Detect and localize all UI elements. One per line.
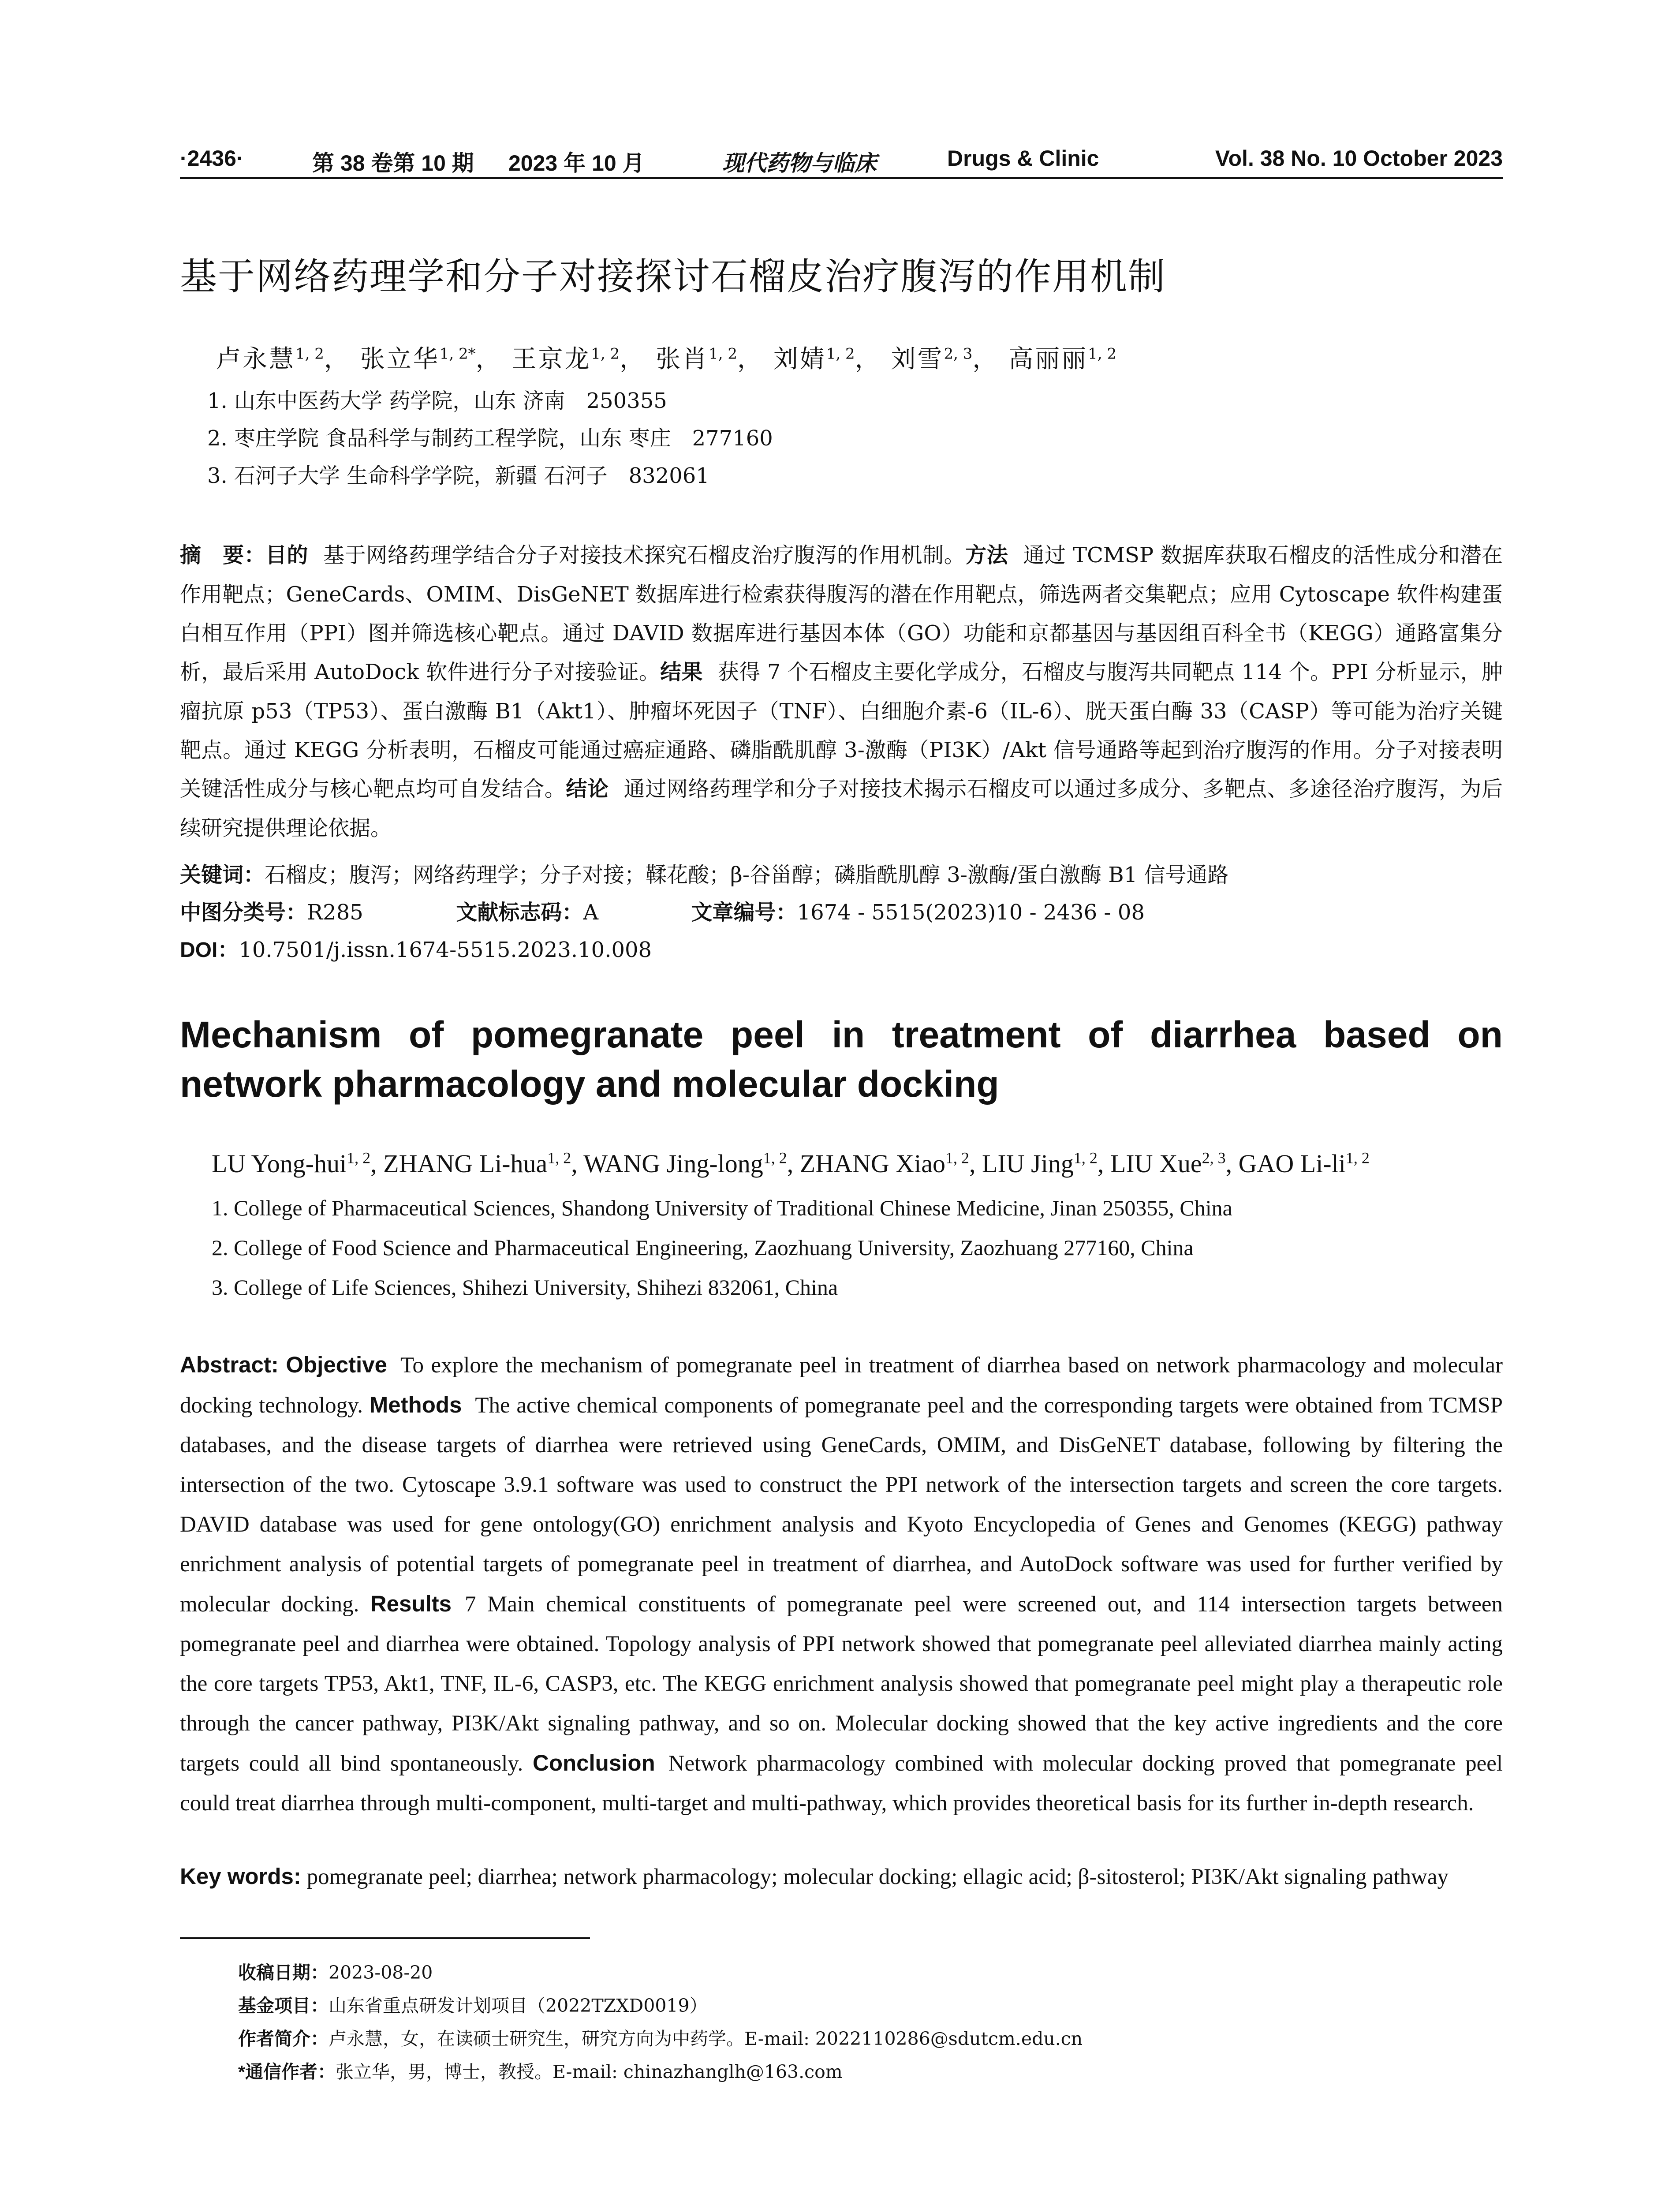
conclusion-text-cn: 通过网络药理学和分子对接技术揭示石榴皮可以通过多成分、多靶点、多途径治疗腹泻，为后续研究提供理论依据。 (180, 777, 1503, 841)
footnote-corresponding-author: *通信作者：张立华，男，博士，教授。E-mail: chinazhanglh@163.com (238, 2061, 843, 2082)
article-no-label: 文章编号： (691, 901, 797, 924)
date-cn: 2023 年 10 月 (508, 151, 645, 176)
journal-name-en: Drugs & Clinic (947, 146, 1099, 171)
results-label-en: Results (370, 1591, 452, 1616)
author-cn: 刘雪$^{2, 3}$， (891, 345, 999, 374)
affiliation-cn: 2. 枣庄学院 食品科学与制药工程学院，山东 枣庄 277160 (207, 426, 773, 451)
doc-code-label: 文献标志码： (456, 901, 583, 924)
conclusion-label-cn: 结论 (566, 777, 609, 801)
footnote-funding: 基金项目：山东省重点研发计划项目（2022TZXD0019） (238, 1995, 708, 2016)
volume-issue-cn: 第 38 卷第 10 期 (312, 151, 474, 176)
abstract-en (180, 1345, 1503, 1823)
clc-label: 中图分类号： (180, 901, 307, 924)
affiliation-cn: 1. 山东中医药大学 药学院，山东 济南 250355 (207, 389, 667, 413)
results-text-cn: 获得 7 个石榴皮主要化学成分，石榴皮与腹泻共同靶点 114 个。PPI 分析显示，肿瘤抗原 p53（TP53）、蛋白激酶 B1（Akt1）、肿瘤坏死因子（TNF）、白细胞介素-6（IL-6）、胱天蛋白酶 33（CASP）等可能为治疗关键靶点。通过 KEGG 分析表明，石榴皮可能通过癌症通路、磷脂酰肌醇 3-激酶（PI3K）/Akt 信号通路等起到治疗腹泻的作用。分子对接表明关键活性成分与核心靶点均可自发结合。 (180, 660, 1503, 801)
affiliation-en: 3. College of Life Sciences, Shihezi University, Shihezi 832061, China (212, 1275, 838, 1300)
journal-name-cn: 现代药物与临床 (722, 150, 877, 176)
methods-text-en: The active chemical components of pomegranate peel and the corresponding targets were obtained from TCMSP databases, and the disease targets of diarrhea were retrieved using GeneCards, OMIM, and DisGeNET database, following by filtering the intersection of the two. Cytoscape 3.9.1 software was used to construct the PPI network of the intersection targets and screen the core targets. DAVID database was used for gene ontology(GO) enrichment analysis and Kyoto Encyclopedia of Genes and Genomes (KEGG) pathway enrichment analysis of potential targets of pomegranate peel in treatment of diarrhea, and AutoDock software was used for further verified by molecular docking. (180, 1393, 1503, 1617)
keywords-en (180, 1863, 1503, 1890)
author-cn: 王京龙$^{1, 2}$， (511, 345, 646, 374)
author-list-en (212, 1149, 1370, 1178)
objective-text-cn: 基于网络药理学结合分子对接技术探究石榴皮治疗腹泻的作用机制。 (323, 543, 966, 568)
keywords-text-cn: 石榴皮；腹泻；网络药理学；分子对接；鞣花酸；β-谷甾醇；磷脂酰肌醇 3-激酶/蛋白激酶 B1 信号通路 (265, 863, 1229, 887)
doi-line (180, 933, 652, 963)
keywords-label-en: Key words: (180, 1864, 301, 1889)
footnote-rule (180, 1937, 590, 1939)
author-en: LIU Xue$^{2, 3}$, (1110, 1149, 1239, 1178)
conclusion-text-en: Network pharmacology combined with molecular docking proved that pomegranate peel could treat diarrhea through multi-component, multi-target and multi-pathway, which provides theoretical basis for its further in-depth research. (180, 1751, 1503, 1816)
footnote-author-bio: 作者简介：卢永慧，女，在读硕士研究生，研究方向为中药学。E-mail: 2022110286@sdutcm.edu.cn (238, 2028, 1083, 2049)
running-header (180, 140, 1503, 180)
objective-label-cn: 目的 (265, 544, 309, 567)
abstract-label-en: Abstract: (180, 1352, 279, 1377)
author-en: WANG Jing-long$^{1, 2}$, (583, 1149, 800, 1178)
author-en: LIU Jing$^{1, 2}$, (982, 1149, 1110, 1178)
abstract-cn (180, 536, 1503, 848)
methods-label-cn: 方法 (965, 544, 1008, 567)
author-en: ZHANG Li-hua$^{1, 2}$, (383, 1149, 584, 1178)
footnote-received: 收稿日期：2023-08-20 (238, 1962, 433, 1983)
doi-value[interactable]: 10.7501/j.issn.1674-5515.2023.10.008 (239, 938, 652, 962)
affiliation-en: 1. College of Pharmaceutical Sciences, Shandong University of Traditional Chinese Medicine, Jinan 250355, China (212, 1196, 1232, 1220)
author-en: GAO Li-li$^{1, 2}$ (1238, 1149, 1370, 1178)
keywords-cn (180, 858, 1229, 888)
author-en: LU Yong-hui$^{1, 2}$, (212, 1149, 384, 1178)
methods-text-cn: 通过 TCMSP 数据库获取石榴皮的活性成分和潜在作用靶点；GeneCards、OMIM、DisGeNET 数据库进行检索获得腹泻的潜在作用靶点，筛选两者交集靶点；应用 Cytoscape 软件构建蛋白相互作用（PPI）图并筛选核心靶点。通过 DAVID 数据库进行基因本体（GO）功能和京都基因与基因组百科全书（KEGG）通路富集分析，最后采用 AutoDock 软件进行分子对接验证。 (180, 543, 1503, 684)
conclusion-label-en: Conclusion (533, 1750, 655, 1775)
affiliation-cn: 3. 石河子大学 生命科学学院，新疆 石河子 832061 (207, 463, 709, 488)
results-text-en: 7 Main chemical constituents of pomegranate peel were screened out, and 114 intersection targets between pomegranate peel and diarrhea were obtained. Topology analysis of PPI network showed that pomegranate peel alleviated diarrhea mainly acting the core targets TP53, Akt1, TNF, IL-6, CASP3, etc. The KEGG enrichment analysis showed that pomegranate peel might play a therapeutic role through the cancer pathway, PI3K/Akt signaling pathway, and so on. Molecular docking showed that the key active ingredients and the core targets could all bind spontaneously. (180, 1592, 1503, 1776)
results-label-cn: 结果 (660, 661, 703, 684)
author-cn: 高丽丽$^{1, 2}$ (1008, 345, 1117, 374)
title-en: Mechanism of pomegranate peel in treatment of diarrhea based on network pharmacology and molecular docking (180, 1014, 1503, 1105)
article-no-value: 1674 - 5515(2023)10 - 2436 - 08 (797, 900, 1145, 925)
author-cn: 张肖$^{1, 2}$， (656, 345, 764, 374)
abstract-label-cn: 摘 要： (180, 544, 266, 567)
page-number: ·2436· (180, 146, 244, 171)
doi-label: DOI： (180, 938, 239, 962)
author-cn: 卢永慧$^{1, 2}$， (216, 345, 351, 374)
doc-code-value: A (583, 900, 598, 925)
author-cn: 张立华$^{1, 2*}$， (360, 345, 502, 374)
affiliation-en: 2. College of Food Science and Pharmaceutical Engineering, Zaozhuang University, Zaozhuang 277160, China (212, 1235, 1194, 1260)
volume-issue-en: Vol. 38 No. 10 October 2023 (1215, 146, 1503, 171)
keywords-text-en: pomegranate peel; diarrhea; network pharmacology; molecular docking; ellagic acid; β-sitosterol; PI3K/Akt signaling pathway (306, 1865, 1449, 1889)
clc-value: R285 (307, 900, 363, 925)
keywords-label-cn: 关键词： (180, 863, 265, 887)
classification-line (180, 895, 1145, 926)
author-en: ZHANG Xiao$^{1, 2}$, (799, 1149, 982, 1178)
methods-label-en: Methods (369, 1392, 462, 1417)
author-list-cn (216, 340, 1116, 375)
objective-label-en: Objective (286, 1352, 387, 1377)
objective-text-en: To explore the mechanism of pomegranate peel in treatment of diarrhea based on network pharmacology and molecular docking technology. (180, 1353, 1503, 1418)
title-cn: 基于网络药理学和分子对接探讨石榴皮治疗腹泻的作用机制 (180, 255, 1166, 298)
author-cn: 刘婧$^{1, 2}$， (773, 345, 881, 374)
header-rule (180, 177, 1503, 179)
